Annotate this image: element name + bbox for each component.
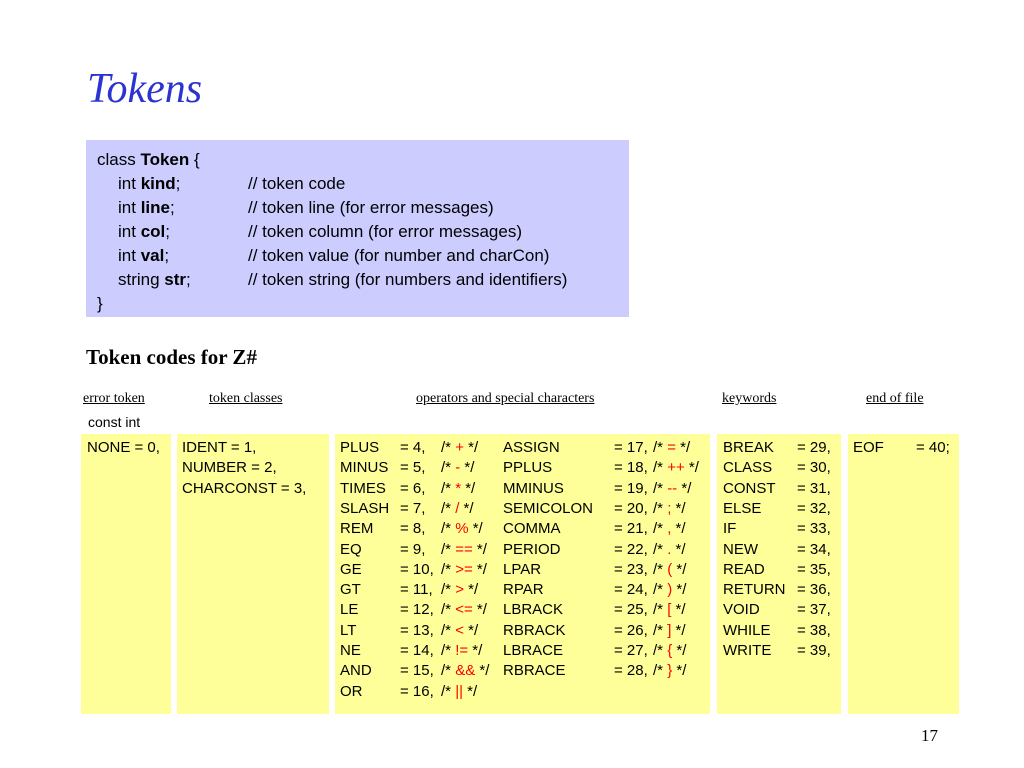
- class-field-kind: [118, 172, 618, 196]
- comment-close: */: [671, 621, 686, 639]
- field-comment: // token line (for error messages): [248, 198, 494, 217]
- column-header-keywords: keywords: [722, 391, 777, 406]
- comment-close: */: [461, 479, 476, 497]
- operator-symbol: >: [455, 581, 464, 599]
- operator-right-comment: [653, 438, 690, 458]
- operator-left-code: = 11,: [400, 581, 433, 599]
- keyword-code: = 38,: [797, 621, 831, 639]
- operator-right-name: LPAR: [503, 560, 542, 578]
- field-comment: // token value (for number and charCon): [248, 246, 550, 265]
- class-field-col: [118, 220, 618, 244]
- operator-symbol: ==: [455, 540, 473, 558]
- token-class-entry: CHARCONST = 3,: [182, 479, 307, 497]
- operator-right-code: = 23,: [614, 560, 648, 578]
- column-header-end-of-file: end of file: [866, 391, 924, 406]
- comment-open: /*: [441, 459, 456, 477]
- page-number: 17: [921, 726, 938, 745]
- operator-right-name: COMMA: [503, 520, 561, 538]
- keyword-name: READ: [723, 560, 765, 578]
- token-codes-heading: Token codes for Z#: [86, 345, 257, 369]
- operator-right-name: RBRACK: [503, 621, 566, 639]
- keyword-name: WRITE: [723, 642, 772, 659]
- operator-right-code: = 26,: [614, 621, 648, 639]
- operator-left-code: = 15,: [400, 662, 434, 680]
- operator-left-code: = 7,: [400, 499, 426, 517]
- comment-close: */: [459, 499, 474, 517]
- operator-symbol: ||: [455, 682, 463, 700]
- operator-left-code: = 8,: [400, 520, 426, 538]
- operator-left-name: LE: [340, 601, 359, 619]
- operator-right-code: = 22,: [614, 540, 648, 558]
- operator-left-name: GT: [340, 581, 361, 599]
- keyword-name: RETURN: [723, 581, 786, 599]
- field-name: val: [140, 246, 165, 265]
- comment-close: */: [671, 499, 686, 517]
- comment-close: */: [684, 459, 699, 477]
- operator-right-code: = 21,: [614, 520, 648, 538]
- operator-symbol: ,: [667, 520, 672, 538]
- operator-symbol: +: [455, 439, 464, 456]
- comment-close: */: [671, 601, 686, 619]
- comment-open: /*: [441, 439, 456, 456]
- comment-open: /*: [653, 479, 668, 497]
- error-token-entry: NONE = 0,: [87, 439, 160, 456]
- comment-open: /*: [441, 662, 456, 680]
- operator-left-name: OR: [340, 682, 363, 700]
- operator-right-name: PERIOD: [503, 540, 561, 558]
- field-type: int: [118, 174, 141, 193]
- operator-left-comment: [441, 479, 475, 499]
- comment-open: /*: [441, 581, 456, 599]
- keyword-code: = 36,: [797, 581, 831, 599]
- operator-left-comment: [441, 580, 478, 600]
- keyword-name: CONST: [723, 479, 776, 497]
- comment-close: */: [472, 540, 487, 558]
- comment-open: /*: [653, 662, 668, 680]
- comment-open: /*: [653, 499, 668, 517]
- field-comment: // token string (for numbers and identifiers): [248, 270, 568, 289]
- error-token-box: [81, 434, 171, 714]
- operator-right-comment: [653, 479, 691, 499]
- comment-open: /*: [653, 642, 668, 659]
- operator-left-name: TIMES: [340, 479, 386, 497]
- operator-right-code: = 28,: [614, 662, 648, 680]
- comment-open: /*: [441, 682, 456, 700]
- operator-right-comment: [653, 458, 699, 478]
- comment-close: */: [671, 540, 686, 558]
- operator-left-code: = 13,: [400, 621, 434, 639]
- comment-open: /*: [441, 621, 456, 639]
- operator-symbol: =: [667, 439, 676, 456]
- operator-symbol: }: [667, 662, 673, 680]
- class-field-line: [118, 196, 618, 220]
- operator-left-comment: [441, 438, 478, 458]
- token-class-entry: NUMBER = 2,: [182, 459, 277, 477]
- field-type: int: [118, 246, 141, 265]
- keyword-name: BREAK: [723, 439, 774, 456]
- operator-symbol: {: [667, 642, 673, 659]
- keyword-name: WHILE: [723, 621, 771, 639]
- operator-left-comment: [441, 540, 487, 560]
- operator-left-comment: [441, 661, 489, 681]
- operator-left-comment: [441, 682, 477, 702]
- slide-title: Tokens: [87, 66, 203, 112]
- eof-name: EOF: [853, 439, 884, 456]
- operator-right-code: = 19,: [614, 479, 648, 497]
- comment-close: */: [472, 560, 487, 578]
- keyword-name: VOID: [723, 601, 760, 619]
- column-header-error-token: error token: [83, 391, 145, 406]
- comment-close: */: [672, 581, 687, 599]
- comment-close: */: [672, 560, 687, 578]
- operator-right-code: = 18,: [614, 459, 648, 477]
- operator-symbol: ]: [667, 621, 672, 639]
- operator-symbol: *: [455, 479, 462, 497]
- operator-left-code: = 14,: [400, 642, 434, 659]
- comment-open: /*: [653, 459, 668, 477]
- operator-symbol: ): [667, 581, 673, 599]
- operator-left-comment: [441, 458, 474, 478]
- operator-right-name: LBRACE: [503, 642, 564, 659]
- class-name: Token: [140, 150, 190, 169]
- comment-open: /*: [441, 499, 456, 517]
- comment-close: */: [475, 662, 490, 680]
- comment-open: /*: [653, 439, 668, 456]
- operator-left-code: = 10,: [400, 560, 434, 578]
- column-header-token-classes: token classes: [209, 391, 283, 406]
- operator-symbol: &&: [455, 662, 476, 680]
- end-of-file-box: [848, 434, 959, 714]
- comment-open: /*: [653, 560, 668, 578]
- comment-close: */: [675, 439, 691, 456]
- comment-open: /*: [653, 520, 668, 538]
- comment-close: */: [468, 642, 483, 659]
- comment-close: */: [463, 621, 479, 639]
- operator-right-name: LBRACK: [503, 601, 564, 619]
- field-semicolon: ;: [164, 246, 170, 265]
- operator-left-name: MINUS: [340, 459, 389, 477]
- comment-open: /*: [441, 642, 456, 659]
- operator-left-comment: [441, 621, 478, 641]
- keyword-name: CLASS: [723, 459, 773, 477]
- keyword-code: = 35,: [797, 560, 831, 578]
- keyword-code: = 29,: [797, 439, 831, 456]
- operator-left-name: SLASH: [340, 499, 390, 517]
- operator-right-comment: [653, 580, 686, 600]
- comment-close: */: [672, 642, 687, 659]
- operator-left-name: REM: [340, 520, 374, 538]
- comment-open: /*: [653, 601, 668, 619]
- field-name: kind: [140, 174, 176, 193]
- operator-right-name: MMINUS: [503, 479, 564, 497]
- operator-left-name: EQ: [340, 540, 362, 558]
- operator-right-comment: [653, 641, 686, 661]
- operator-symbol: (: [667, 560, 673, 578]
- operator-right-name: PPLUS: [503, 459, 553, 477]
- operator-left-code: = 4,: [400, 439, 426, 456]
- field-semicolon: ;: [165, 222, 170, 241]
- operator-right-comment: [653, 600, 686, 620]
- operator-left-comment: [441, 519, 483, 539]
- comment-close: */: [463, 439, 479, 456]
- operator-right-comment: [653, 560, 686, 580]
- field-type: int: [118, 222, 141, 241]
- keyword-name: NEW: [723, 540, 758, 558]
- field-comment: // token column (for error messages): [248, 222, 522, 241]
- comment-open: /*: [441, 479, 456, 497]
- comment-close: */: [671, 520, 686, 538]
- comment-open: /*: [441, 520, 456, 538]
- comment-open: /*: [653, 621, 668, 639]
- operator-left-name: AND: [340, 662, 372, 680]
- operator-symbol: [: [667, 601, 672, 619]
- operator-symbol: ;: [667, 499, 672, 517]
- operator-right-code: = 20,: [614, 499, 648, 517]
- operator-right-comment: [653, 661, 686, 681]
- eof-code: = 40;: [916, 439, 950, 456]
- comment-open: /*: [441, 601, 456, 619]
- keyword-name: ELSE: [723, 499, 762, 517]
- operator-left-name: LT: [340, 621, 357, 639]
- operator-right-name: SEMICOLON: [503, 499, 594, 517]
- operator-right-name: ASSIGN: [503, 439, 560, 456]
- operator-left-code: = 5,: [400, 459, 426, 477]
- field-comment: // token code: [248, 174, 346, 193]
- operator-right-code: = 27,: [614, 642, 648, 659]
- keyword-code: = 34,: [797, 540, 831, 558]
- operator-left-name: PLUS: [340, 439, 380, 456]
- comment-close: */: [462, 682, 478, 700]
- operator-left-name: GE: [340, 560, 362, 578]
- class-closing-brace: }: [97, 294, 103, 313]
- field-semicolon: ;: [169, 198, 175, 217]
- operator-symbol: <: [455, 621, 464, 639]
- comment-open: /*: [653, 581, 668, 599]
- field-semicolon: ;: [175, 174, 181, 193]
- operator-symbol: >=: [455, 560, 473, 578]
- operator-left-code: = 16,: [400, 682, 434, 700]
- operator-right-comment: [653, 519, 686, 539]
- operator-symbol: .: [667, 540, 672, 558]
- field-name: line: [140, 198, 170, 217]
- operator-left-comment: [441, 600, 487, 620]
- operator-left-name: NE: [340, 642, 361, 659]
- comment-close: */: [468, 520, 483, 538]
- operator-right-comment: [653, 499, 686, 519]
- operator-left-comment: [441, 499, 474, 519]
- operator-left-comment: [441, 560, 487, 580]
- operator-right-code: = 17,: [614, 439, 648, 456]
- operator-right-comment: [653, 540, 686, 560]
- keyword-code: = 37,: [797, 601, 831, 619]
- operator-symbol: %: [455, 520, 469, 538]
- operator-left-code: = 9,: [400, 540, 426, 558]
- const-int-label: const int: [88, 414, 141, 430]
- field-type: string: [118, 270, 165, 289]
- field-semicolon: ;: [186, 270, 191, 289]
- operator-symbol: !=: [455, 642, 469, 659]
- operator-right-code: = 25,: [614, 601, 648, 619]
- class-declaration-line: class Token {: [97, 150, 200, 169]
- comment-close: */: [463, 581, 479, 599]
- field-name: col: [140, 222, 166, 241]
- keyword-code: = 33,: [797, 520, 831, 538]
- keyword-code: = 32,: [797, 499, 831, 517]
- comment-open: /*: [653, 540, 668, 558]
- class-field-str: [118, 268, 618, 292]
- field-name: str: [164, 270, 187, 289]
- keyword-code: = 31,: [797, 479, 831, 497]
- comment-close: */: [460, 459, 475, 477]
- operator-left-comment: [441, 641, 482, 661]
- operator-symbol: <=: [455, 601, 473, 619]
- keyword-name: IF: [723, 520, 737, 538]
- operator-right-comment: [653, 621, 686, 641]
- operator-symbol: --: [667, 479, 678, 497]
- operator-right-name: RPAR: [503, 581, 544, 599]
- comment-close: */: [672, 662, 687, 680]
- operator-symbol: -: [455, 459, 461, 477]
- comment-close: */: [677, 479, 692, 497]
- class-field-val: [118, 244, 618, 268]
- field-type: int: [118, 198, 141, 217]
- operator-right-name: RBRACE: [503, 662, 566, 680]
- comment-open: /*: [441, 540, 456, 558]
- operator-symbol: /: [455, 499, 460, 517]
- keyword-code: = 30,: [797, 459, 831, 477]
- operator-left-code: = 12,: [400, 601, 434, 619]
- operator-symbol: ++: [667, 459, 685, 477]
- token-class-box: [86, 140, 629, 317]
- comment-close: */: [472, 601, 487, 619]
- column-header-operators: operators and special characters: [416, 391, 595, 406]
- keyword-code: = 39,: [797, 642, 831, 659]
- operator-right-code: = 24,: [614, 581, 648, 599]
- operator-left-code: = 6,: [400, 479, 426, 497]
- comment-open: /*: [441, 560, 456, 578]
- token-class-entry: IDENT = 1,: [182, 439, 257, 456]
